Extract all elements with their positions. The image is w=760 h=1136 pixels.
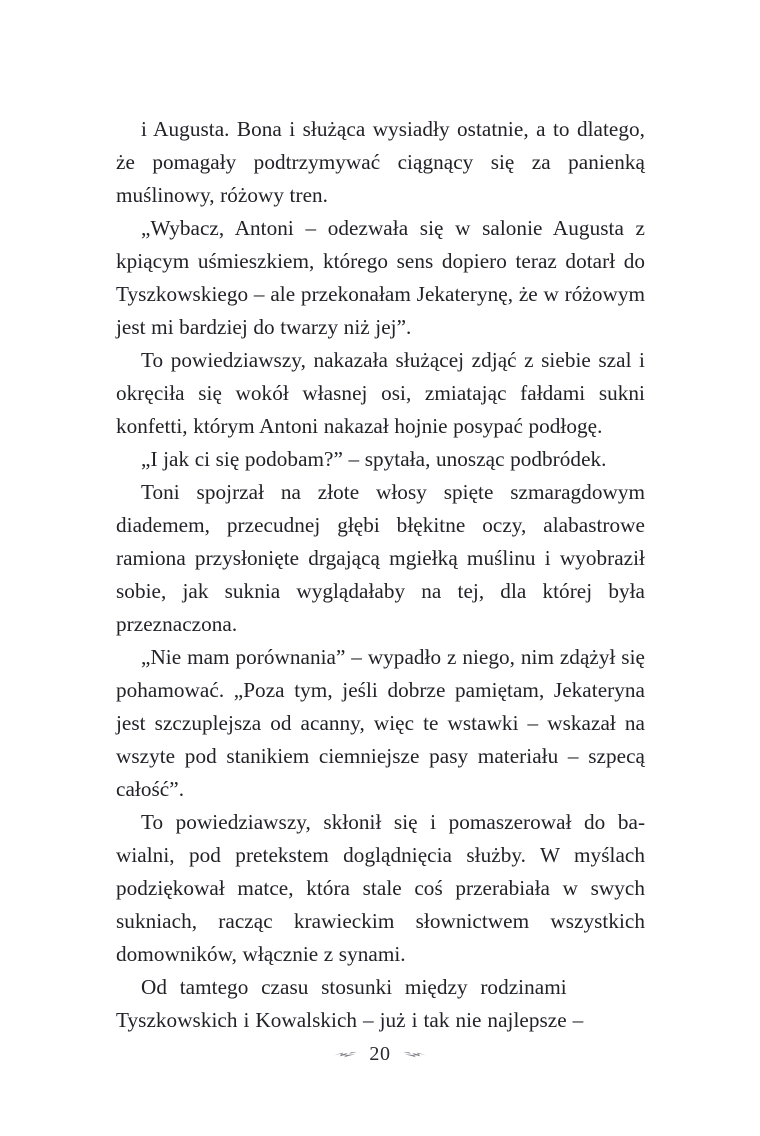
paragraph: i Augusta. Bona i służąca wysiadły ostatnie, a to dlatego, że pomagały podtrzymywać ciągnący się za panienką muślinowy, różowy tren. (116, 117, 645, 207)
leaf-flourish-icon (332, 1046, 358, 1062)
paragraph-truncated (116, 971, 645, 1037)
paragraph: Toni spojrzał na złote włosy spięte szmaragdowym diademem, przecudnej głębi błękitne oczy, alabastrowe ramiona przysłonięte drgającą mgiełką muślinu i wyobraził sobie, jak suknia wyglądałaby na tej, dla której była przeznaczona. (116, 480, 645, 636)
paragraph: „Nie mam porównania” – wypadło z niego, nim zdążył się pohamować. „Poza tym, jeśli dobrze pamiętam, Jekateryna jest szczuplejsza od acanny, więc te wstawki – wskazał na wszyte pod stanikiem ciemniejsze pasy materiału – szpecą całość”. (116, 645, 645, 801)
leaf-flourish-icon (402, 1046, 428, 1062)
paragraph-line: Od tamtego czasu stosunki między rodzinami (141, 975, 567, 999)
paragraph: „I jak ci się podobam?” – spytała, unosząc podbródek. (141, 447, 607, 471)
page-footer (0, 1044, 760, 1064)
page-text-block (116, 113, 645, 1037)
paragraph: To powiedziawszy, skłonił się i pomaszerował do bawialni, pod pretekstem doglądnięcia służby. W myślach podziękował matce, która stale coś przerabiała w swych sukniach, racząc krawieckim słownictwem wszystkich domowników, włącznie z synami. (116, 810, 645, 966)
paragraph-line: Tyszkowskich i Kowalskich – już i tak nie najlepsze – (116, 1008, 584, 1032)
paragraph: To powiedziawszy, nakazała służącej zdjąć z siebie szal i okręciła się wokół własnej osi, zmiatając fałdami sukni konfetti, którym Antoni nakazał hojnie posypać podłogę. (116, 348, 645, 438)
page-number: 20 (369, 1043, 391, 1065)
paragraph: „Wybacz, Antoni – odezwała się w salonie Augusta z kpiącym uśmieszkiem, którego sens dopiero teraz dotarł do Tyszkowskiego – ale przekonałam Jekaterynę, że w różowym jest mi bardziej do twarzy niż jej”. (116, 216, 645, 339)
